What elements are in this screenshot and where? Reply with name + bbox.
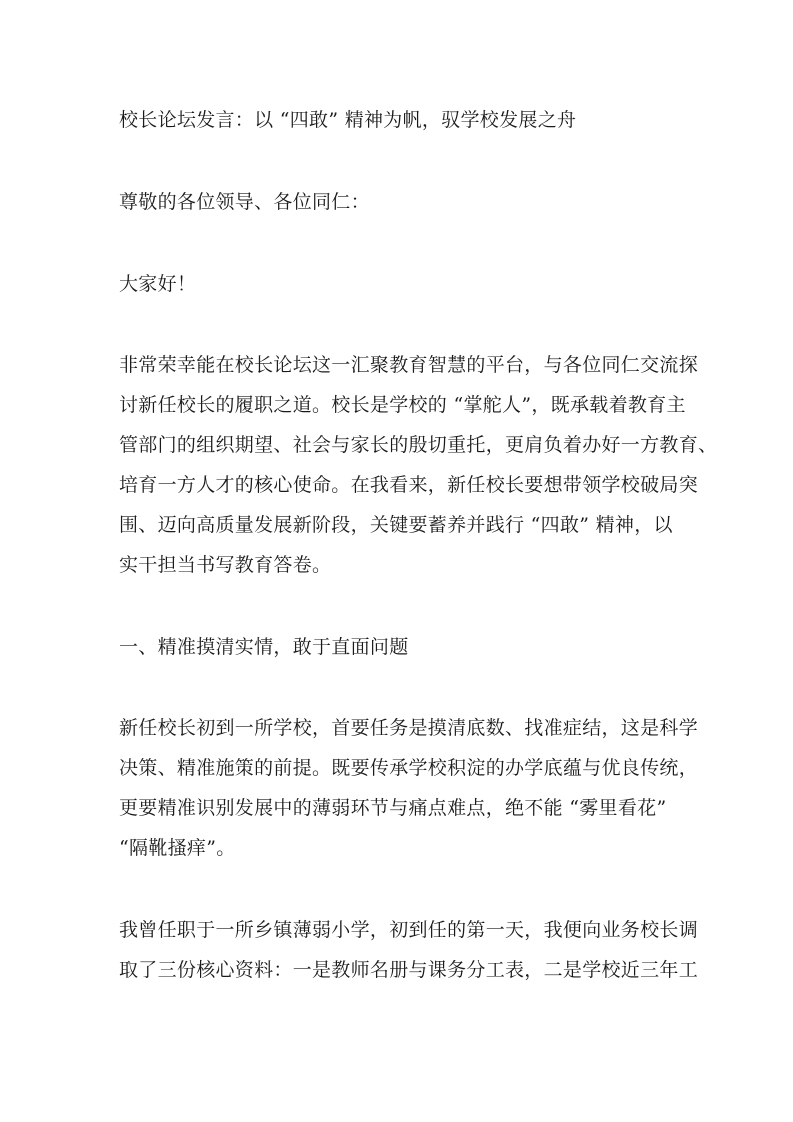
salutation: 尊敬的各位领导、各位同仁： [119, 191, 370, 213]
section-heading: 一、精准摸清实情，敢于直面问题 [119, 636, 409, 658]
paragraph-line: 讨新任校长的履职之道。校长是学校的 “掌舵人”，既承载着教育主 [119, 394, 686, 416]
paragraph-line: 决策、精准施策的前提。既要传承学校积淀的办学底蕴与优良传统， [119, 757, 699, 779]
paragraph-line: 实干担当书写教育答卷。 [119, 554, 332, 576]
paragraph-line: 围、迈向高质量发展新阶段，关键要蓄养并践行 “四敢” 精神，以 [119, 514, 673, 536]
paragraph-line: 我曾任职于一所乡镇薄弱小学，初到任的第一天，我便向业务校长调 [119, 919, 699, 941]
paragraph-line: 取了三份核心资料：一是教师名册与课务分工表，二是学校近三年工 [119, 959, 699, 981]
paragraph-line: “隔靴搔痒”。 [119, 837, 236, 859]
document-title: 校长论坛发言：以 “四敢” 精神为帆，驭学校发展之舟 [119, 109, 577, 131]
paragraph-line: 更要精准识别发展中的薄弱环节与痛点难点，绝不能 “雾里看花” [119, 797, 667, 819]
paragraph-line: 非常荣幸能在校长论坛这一汇聚教育智慧的平台，与各位同仁交流探 [119, 354, 699, 376]
paragraph-line: 新任校长初到一所学校，首要任务是摸清底数、找准症结，这是科学 [119, 717, 699, 739]
paragraph-line: 培育一方人才的核心使命。在我看来，新任校长要想带领学校破局突 [119, 474, 699, 496]
greeting: 大家好！ [119, 273, 197, 295]
paragraph-line: 管部门的组织期望、社会与家长的殷切重托，更肩负着办好一方教育、 [119, 434, 718, 456]
